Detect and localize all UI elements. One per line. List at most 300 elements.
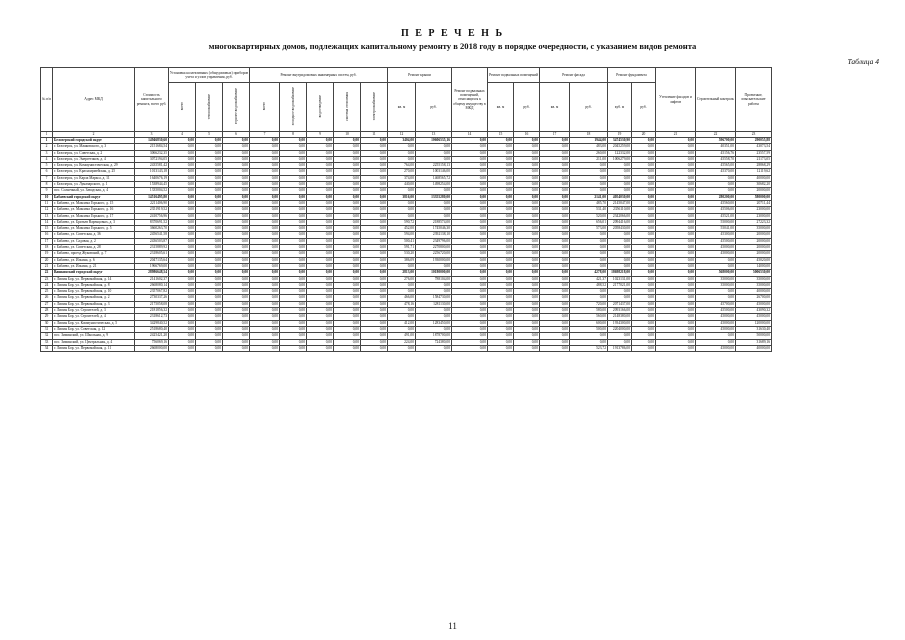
row-value: 45000,00 <box>736 314 772 320</box>
row-value: 0,00 <box>361 251 388 257</box>
row-value: 0,00 <box>250 188 280 194</box>
row-value: 2255158,13 <box>416 163 452 169</box>
document-heading: П Е Р Е Ч Е Н Ь <box>400 28 505 39</box>
row-value: 0,00 <box>280 232 307 238</box>
row-value: 0,00 <box>540 213 570 219</box>
col-number-cell: 20 <box>632 132 656 138</box>
row-value: 0,00 <box>632 200 656 206</box>
row-value: 0,00 <box>169 339 196 345</box>
row-value: 0,00 <box>334 194 361 200</box>
row-value: 0,00 <box>488 150 514 156</box>
row-value: 0,00 <box>280 251 307 257</box>
row-value: 0,00 <box>307 326 334 332</box>
row-value: 0,00 <box>452 138 488 144</box>
row-value: 0,00 <box>334 207 361 213</box>
row-address: г. Липин Бор, ул. Строителей, д. 4 <box>53 314 135 320</box>
row-value: 0,00 <box>361 314 388 320</box>
row-value: 0,00 <box>196 295 223 301</box>
row-value: 0,00 <box>632 175 656 181</box>
row-value: 43073,54 <box>736 144 772 150</box>
row-value: 0,00 <box>250 194 280 200</box>
row-value: 14000,00 <box>736 263 772 269</box>
row-value: 0,00 <box>334 308 361 314</box>
row-value: 0,00 <box>570 263 608 269</box>
row-value: 0,00 <box>514 314 540 320</box>
row-value: 0,00 <box>334 200 361 206</box>
row-value: 580000,00 <box>736 194 772 200</box>
row-value: 2181856,32 <box>135 308 169 314</box>
row-value: 0,00 <box>656 282 696 288</box>
row-value: 0,00 <box>280 182 307 188</box>
row-value: 0,00 <box>250 289 280 295</box>
row-value: 0,00 <box>196 289 223 295</box>
row-value: 0,00 <box>632 245 656 251</box>
row-value: 0,00 <box>280 200 307 206</box>
row-value: 0,00 <box>169 326 196 332</box>
row-value: 0,00 <box>452 156 488 162</box>
row-value: 0,00 <box>488 169 514 175</box>
row-value: 40000,00 <box>736 175 772 181</box>
row-value: 0,00 <box>540 245 570 251</box>
row-value: 0,00 <box>250 163 280 169</box>
col-roof-struct-header: Ремонт подвальных помещений, относящихся к общему имуществу в МКД <box>452 68 488 132</box>
row-value: 0,00 <box>452 207 488 213</box>
col-number-cell: 17 <box>540 132 570 138</box>
row-value: 35000,00 <box>736 282 772 288</box>
row-value: 28986648,54 <box>135 270 169 276</box>
row-value: 5006530,00 <box>736 270 772 276</box>
col-num-header: № п/п <box>41 68 53 132</box>
row-address: г. Бабаево, ул. Ильина, д. 6 <box>53 257 135 263</box>
row-value: 120000,00 <box>736 320 772 326</box>
row-value: 0,00 <box>608 257 632 263</box>
table-label: Таблица 4 <box>847 57 879 66</box>
row-value: 45506,00 <box>696 207 736 213</box>
row-value: 0,00 <box>388 345 416 351</box>
row-value: 0,00 <box>307 238 334 244</box>
row-value: 0,00 <box>280 207 307 213</box>
row-value: 530,20 <box>388 251 416 257</box>
row-value: 0,00 <box>656 200 696 206</box>
col-number-cell: 3 <box>135 132 169 138</box>
row-value: 2145047,00 <box>608 200 632 206</box>
row-address: г. Белозерск, ул. Карла Маркса, д. 11 <box>53 175 135 181</box>
row-value: 3816,00 <box>388 194 416 200</box>
row-value: 756069,16 <box>135 339 169 345</box>
row-value: 0,00 <box>223 282 250 288</box>
row-value: 0,00 <box>540 182 570 188</box>
row-value: 0,00 <box>280 345 307 351</box>
row-value: 0,00 <box>656 295 696 301</box>
row-number: 9 <box>41 188 53 194</box>
row-value: 0,00 <box>280 339 307 345</box>
row-value: 1913786,00 <box>608 345 632 351</box>
row-number: 18 <box>41 245 53 251</box>
row-value: 1498254,00 <box>416 182 452 188</box>
row-value: 0,00 <box>570 188 608 194</box>
row-value: 0,00 <box>250 219 280 225</box>
row-value: 0,00 <box>196 301 223 307</box>
row-value: 0,00 <box>280 295 307 301</box>
row-value: 0,00 <box>514 163 540 169</box>
row-value: 2315889,92 <box>135 245 169 251</box>
row-value: 0,00 <box>223 308 250 314</box>
row-value: 0,00 <box>169 289 196 295</box>
row-value: 14946830,60 <box>135 138 169 144</box>
row-address: г. Липин Бор, ул. Первомайская, д. 10 <box>53 289 135 295</box>
row-value: 0,00 <box>361 320 388 326</box>
row-value: 0,00 <box>540 263 570 269</box>
row-value: 35000,00 <box>696 282 736 288</box>
row-value: 0,00 <box>361 156 388 162</box>
col-total-header: Стоимость капитального ремонта, всего руб. <box>135 68 169 132</box>
row-value: 0,00 <box>488 188 514 194</box>
row-address: г. Липин Бор, ул. Строителей, д. 3 <box>53 308 135 314</box>
table-row <box>41 345 772 351</box>
row-value: 0,00 <box>514 169 540 175</box>
row-value: 45156,76 <box>696 150 736 156</box>
row-value: 2175058,08 <box>135 301 169 307</box>
row-value: 0,00 <box>334 345 361 351</box>
row-value: 0,00 <box>632 207 656 213</box>
row-value: 270,00 <box>388 169 416 175</box>
row-value: 0,00 <box>223 333 250 339</box>
row-value: 764,00 <box>388 163 416 169</box>
row-value: 0,00 <box>632 345 656 351</box>
row-value: 0,00 <box>656 333 696 339</box>
row-value: 0,00 <box>570 339 608 345</box>
row-value: 0,00 <box>361 263 388 269</box>
col-unit-sub: руб. <box>570 83 608 132</box>
row-value: 0,00 <box>488 163 514 169</box>
row-value: 0,00 <box>307 289 334 295</box>
row-value: 0,00 <box>169 333 196 339</box>
row-value: 0,00 <box>540 276 570 282</box>
row-value: 0,00 <box>488 276 514 282</box>
row-value: 0,00 <box>196 163 223 169</box>
row-value: 27223,32 <box>736 219 772 225</box>
row-value: 0,00 <box>334 263 361 269</box>
row-value: 0,00 <box>223 144 250 150</box>
row-value: 0,00 <box>540 320 570 326</box>
row-value: 590,72 <box>388 219 416 225</box>
row-value: 0,00 <box>540 257 570 263</box>
row-value: 0,00 <box>334 150 361 156</box>
row-value: 0,00 <box>196 245 223 251</box>
row-value: 0,00 <box>656 276 696 282</box>
row-value: 0,00 <box>488 257 514 263</box>
row-value: 0,00 <box>656 345 696 351</box>
row-value: 0,00 <box>361 301 388 307</box>
row-value: 0,00 <box>223 213 250 219</box>
row-value: 0,00 <box>656 163 696 169</box>
row-value: 0,00 <box>196 257 223 263</box>
row-value: 3066232,35 <box>135 150 169 156</box>
row-value: 0,00 <box>169 345 196 351</box>
row-value: 0,00 <box>196 213 223 219</box>
row-number: 20 <box>41 257 53 263</box>
row-value: 2151684,54 <box>135 144 169 150</box>
row-value: 45558,70 <box>696 156 736 162</box>
row-value: 0,00 <box>488 226 514 232</box>
row-value: 0,00 <box>196 238 223 244</box>
row-value: 0,00 <box>570 333 608 339</box>
row-value: 30682,20 <box>736 182 772 188</box>
row-value: 0,00 <box>632 301 656 307</box>
row-value: 0,00 <box>488 207 514 213</box>
row-value: 0,00 <box>632 219 656 225</box>
row-value: 0,00 <box>656 245 696 251</box>
row-value: 0,00 <box>307 251 334 257</box>
row-value: 0,00 <box>361 245 388 251</box>
row-value: 0,00 <box>452 200 488 206</box>
row-value: 0,00 <box>196 320 223 326</box>
row-value: 2668080,14 <box>135 282 169 288</box>
col-number-cell: 10 <box>334 132 361 138</box>
row-value: 0,00 <box>656 138 696 144</box>
row-value: 1966769,00 <box>135 263 169 269</box>
row-value: 0,00 <box>540 333 570 339</box>
row-value: 0,00 <box>452 326 488 332</box>
row-value: 0,00 <box>307 320 334 326</box>
row-value: 0,00 <box>307 144 334 150</box>
row-value: 0,00 <box>632 156 656 162</box>
row-value: 0,00 <box>632 289 656 295</box>
row-value: 0,00 <box>361 207 388 213</box>
row-value: 0,00 <box>452 276 488 282</box>
row-value: 0,00 <box>488 182 514 188</box>
row-value: 568000,00 <box>696 270 736 276</box>
col-basement-header: Ремонт подвальных помещений <box>488 68 540 83</box>
row-value: 0,00 <box>656 182 696 188</box>
row-value: 0,00 <box>388 200 416 206</box>
row-value: 0,00 <box>608 245 632 251</box>
row-value: 0,00 <box>488 326 514 332</box>
row-value: 0,00 <box>280 289 307 295</box>
row-value: 0,00 <box>452 169 488 175</box>
row-value: 0,00 <box>514 276 540 282</box>
row-value: 0,00 <box>196 326 223 332</box>
col-eng-sub: система отопления <box>334 83 361 132</box>
row-value: 0,00 <box>540 238 570 244</box>
row-value: 0,00 <box>570 295 608 301</box>
row-number: 34 <box>41 345 53 351</box>
row-value: 0,00 <box>608 182 632 188</box>
row-value: 3660263,70 <box>135 226 169 232</box>
row-value: 4054030,00 <box>608 194 632 200</box>
row-value: 0,00 <box>540 156 570 162</box>
row-value: 0,00 <box>632 257 656 263</box>
row-value: 12119,62 <box>736 169 772 175</box>
row-value: 0,00 <box>250 175 280 181</box>
row-address: г. Липин Бор, ул. Первомайская, д. 2 <box>53 295 135 301</box>
row-value: 0,00 <box>334 282 361 288</box>
row-value: 0,00 <box>514 333 540 339</box>
row-value: 0,00 <box>488 245 514 251</box>
row-value: 0,00 <box>280 320 307 326</box>
row-value: 0,00 <box>452 175 488 181</box>
row-value: 2318605,61 <box>135 251 169 257</box>
row-value: 0,00 <box>223 295 250 301</box>
row-value: 20711,44 <box>736 200 772 206</box>
row-value: 0,00 <box>540 163 570 169</box>
row-value: 45000,00 <box>696 320 736 326</box>
row-value: 0,00 <box>280 282 307 288</box>
row-value: 0,00 <box>280 169 307 175</box>
row-value: 374,00 <box>388 175 416 181</box>
row-value: 0,00 <box>334 289 361 295</box>
repair-list-table <box>40 67 772 352</box>
row-value: 2518680,40 <box>135 326 169 332</box>
row-value: 0,00 <box>656 270 696 276</box>
row-value: 0,00 <box>280 219 307 225</box>
row-value: 2410756,96 <box>135 213 169 219</box>
row-value: 0,00 <box>307 226 334 232</box>
row-value: 0,00 <box>656 156 696 162</box>
row-value: 580,00 <box>570 308 608 314</box>
row-value: 3072194,05 <box>135 156 169 162</box>
row-value: 0,00 <box>196 200 223 206</box>
row-value: 45370,00 <box>696 169 736 175</box>
row-value: 0,00 <box>169 238 196 244</box>
row-number: 6 <box>41 169 53 175</box>
row-value: 0,00 <box>632 169 656 175</box>
row-value: 0,00 <box>196 219 223 225</box>
row-value: 0,00 <box>656 150 696 156</box>
row-value: 0,00 <box>334 182 361 188</box>
row-value: 0,00 <box>250 345 280 351</box>
row-value: 0,00 <box>169 182 196 188</box>
row-value: 0,00 <box>452 232 488 238</box>
row-value: 0,00 <box>307 270 334 276</box>
row-value: 0,00 <box>223 150 250 156</box>
row-value: 0,00 <box>388 326 416 332</box>
row-value: 0,00 <box>196 207 223 213</box>
row-value: 0,00 <box>656 219 696 225</box>
row-value: 0,00 <box>334 163 361 169</box>
row-value: 0,00 <box>250 301 280 307</box>
row-value: 0,00 <box>608 175 632 181</box>
row-address: г. Бабаево, ул. Максима Горького, д. 5 <box>53 226 135 232</box>
row-value: 0,00 <box>656 308 696 314</box>
row-value: 0,00 <box>169 301 196 307</box>
row-value: 0,00 <box>488 251 514 257</box>
row-value: 0,00 <box>307 263 334 269</box>
row-value: 122332,00 <box>608 150 632 156</box>
row-value: 0,00 <box>307 245 334 251</box>
row-address: г. Липин Бор, ул. Первомайская, д. 8 <box>53 282 135 288</box>
row-value: 0,00 <box>570 251 608 257</box>
row-value: 0,00 <box>632 295 656 301</box>
row-value: 0,00 <box>169 257 196 263</box>
row-value: 0,00 <box>632 333 656 339</box>
row-value: 0,00 <box>307 156 334 162</box>
row-value: 0,00 <box>196 144 223 150</box>
row-value: 35000,00 <box>736 276 772 282</box>
row-value: 0,00 <box>361 200 388 206</box>
row-value: 0,00 <box>632 282 656 288</box>
col-unit-sub: руб. <box>632 83 656 132</box>
row-value: 0,00 <box>540 232 570 238</box>
row-value: 0,00 <box>452 226 488 232</box>
row-value: 0,00 <box>169 194 196 200</box>
row-value: 0,00 <box>540 314 570 320</box>
row-value: 0,00 <box>169 308 196 314</box>
row-value: 0,00 <box>452 238 488 244</box>
row-value: 0,00 <box>169 276 196 282</box>
row-value: 0,00 <box>334 156 361 162</box>
row-value: 0,00 <box>361 138 388 144</box>
row-value: 0,00 <box>169 251 196 257</box>
row-value: 0,00 <box>488 194 514 200</box>
row-value: 0,00 <box>169 188 196 194</box>
row-value: 0,00 <box>540 138 570 144</box>
row-value: 0,00 <box>280 163 307 169</box>
col-engineering-header: Ремонт внутридомовых инженерных систем, руб. <box>250 68 388 83</box>
row-value: 40000,00 <box>736 289 772 295</box>
row-value: 0,00 <box>280 194 307 200</box>
row-value: 0,00 <box>250 295 280 301</box>
row-value: 0,00 <box>169 213 196 219</box>
row-value: 0,00 <box>334 238 361 244</box>
col-number-cell: 22 <box>696 132 736 138</box>
row-value: 0,00 <box>361 238 388 244</box>
row-address: г. Белозерск, ул. Луначарского, д. 1 <box>53 182 135 188</box>
row-value: 0,00 <box>250 169 280 175</box>
row-value: 0,00 <box>514 188 540 194</box>
row-value: 0,00 <box>280 156 307 162</box>
row-value: 0,00 <box>169 245 196 251</box>
row-value: 0,00 <box>514 226 540 232</box>
row-value: 0,00 <box>307 295 334 301</box>
row-value: 0,00 <box>361 182 388 188</box>
row-value: 0,00 <box>361 213 388 219</box>
row-value: 0,00 <box>250 270 280 276</box>
row-value: 0,00 <box>250 333 280 339</box>
row-value: 0,00 <box>334 301 361 307</box>
row-value: 0,00 <box>223 238 250 244</box>
row-value: 1745046,30 <box>416 226 452 232</box>
row-address: г. Бабаево, ул. Максима Горького, д. 15 <box>53 200 135 206</box>
row-value: 0,00 <box>632 251 656 257</box>
col-address-header: Адрес МКД <box>53 68 135 132</box>
row-value: 8370691,52 <box>135 219 169 225</box>
row-value: 0,00 <box>656 339 696 345</box>
col-number-cell: 5 <box>196 132 223 138</box>
row-value: 45300,00 <box>696 232 736 238</box>
row-value: 0,00 <box>250 308 280 314</box>
row-value: 45500,00 <box>696 308 736 314</box>
row-value: 2270800,00 <box>416 245 452 251</box>
col-meters-sub: всего <box>169 83 196 132</box>
row-value: 0,00 <box>334 245 361 251</box>
row-value: 656,01 <box>570 219 608 225</box>
row-value: 0,00 <box>570 238 608 244</box>
row-value: 0,00 <box>488 175 514 181</box>
row-value: 0,00 <box>196 232 223 238</box>
col-number-cell: 19 <box>608 132 632 138</box>
row-address: г. Бабаево, ул. Садовая, д. 2 <box>53 238 135 244</box>
row-value: 0,00 <box>416 282 452 288</box>
row-number: 11 <box>41 200 53 206</box>
row-value: 0,00 <box>250 245 280 251</box>
row-value: 45700,00 <box>696 301 736 307</box>
row-value: 0,00 <box>196 182 223 188</box>
row-number: 29 <box>41 314 53 320</box>
row-value: 0,00 <box>361 226 388 232</box>
row-value: 0,00 <box>514 144 540 150</box>
row-value: 0,00 <box>361 163 388 169</box>
